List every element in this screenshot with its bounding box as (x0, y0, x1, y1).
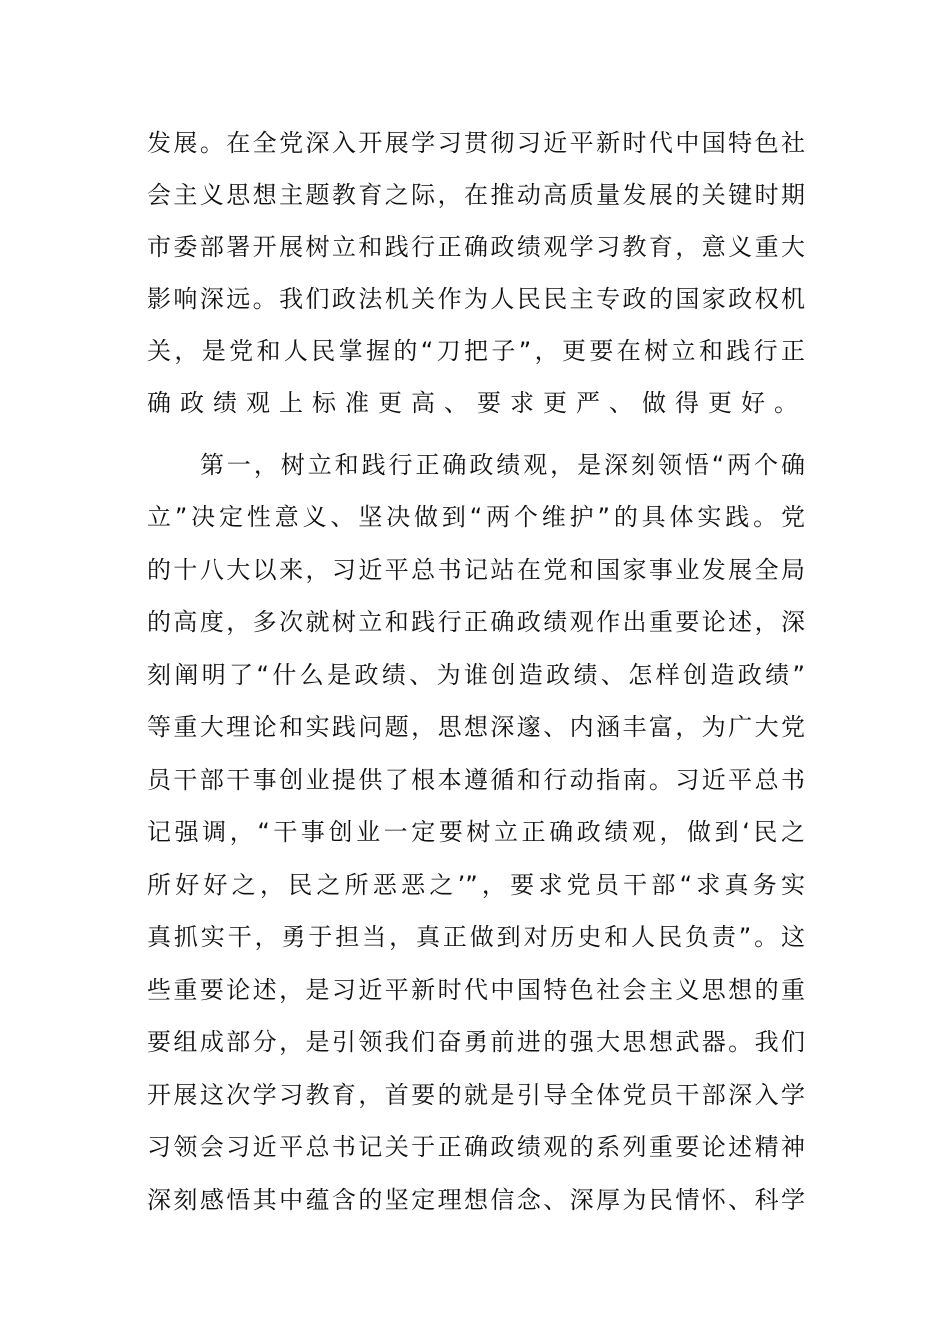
text-line: 记强调，“干事创业一定要树立正确政绩观，做到‘民之 (147, 818, 805, 846)
text-line: 市委部署开展树立和践行正确政绩观学习教育，意义重大 (147, 233, 805, 261)
text-line: 习领会习近平总书记关于正确政绩观的系列重要论述精神 (147, 1133, 805, 1161)
text-line: 的十八大以来，习近平总书记站在党和国家事业发展全局 (147, 556, 805, 584)
text-line: 第一，树立和践行正确政绩观，是深刻领悟“两个确 (200, 451, 805, 479)
text-line: 发展。在全党深入开展学习贯彻习近平新时代中国特色社 (147, 129, 805, 157)
text-line: 会主义思想主题教育之际，在推动高质量发展的关键时期 (147, 181, 805, 209)
text-line: 关，是党和人民掌握的“刀把子”，更要在树立和践行正 (147, 337, 805, 365)
text-line: 要组成部分，是引领我们奋勇前进的强大思想武器。我们 (147, 1028, 805, 1056)
text-line: 等重大理论和实践问题，思想深邃、内涵丰富，为广大党 (147, 713, 805, 741)
text-line: 深刻感悟其中蕴含的坚定理想信念、深厚为民情怀、科学 (147, 1186, 805, 1214)
text-line: 立”决定性意义、坚决做到“两个维护”的具体实践。党 (147, 503, 805, 531)
text-line: 的高度，多次就树立和践行正确政绩观作出重要论述，深 (147, 608, 805, 636)
text-line: 刻阐明了“什么是政绩、为谁创造政绩、怎样创造政绩” (147, 661, 805, 689)
text-line: 些重要论述，是习近平新时代中国特色社会主义思想的重 (147, 976, 805, 1004)
text-line: 影响深远。我们政法机关作为人民民主专政的国家政权机 (147, 285, 805, 313)
text-line: 开展这次学习教育，首要的就是引导全体党员干部深入学 (147, 1081, 805, 1109)
text-line: 真抓实干，勇于担当，真正做到对历史和人民负责”。这 (147, 923, 805, 951)
text-line: 员干部干事创业提供了根本遵循和行动指南。习近平总书 (147, 766, 805, 794)
text-line: 确政绩观上标准更高、要求更严、做得更好。 (147, 389, 807, 417)
text-line: 所好好之，民之所恶恶之’”，要求党员干部“求真务实 (147, 871, 805, 899)
